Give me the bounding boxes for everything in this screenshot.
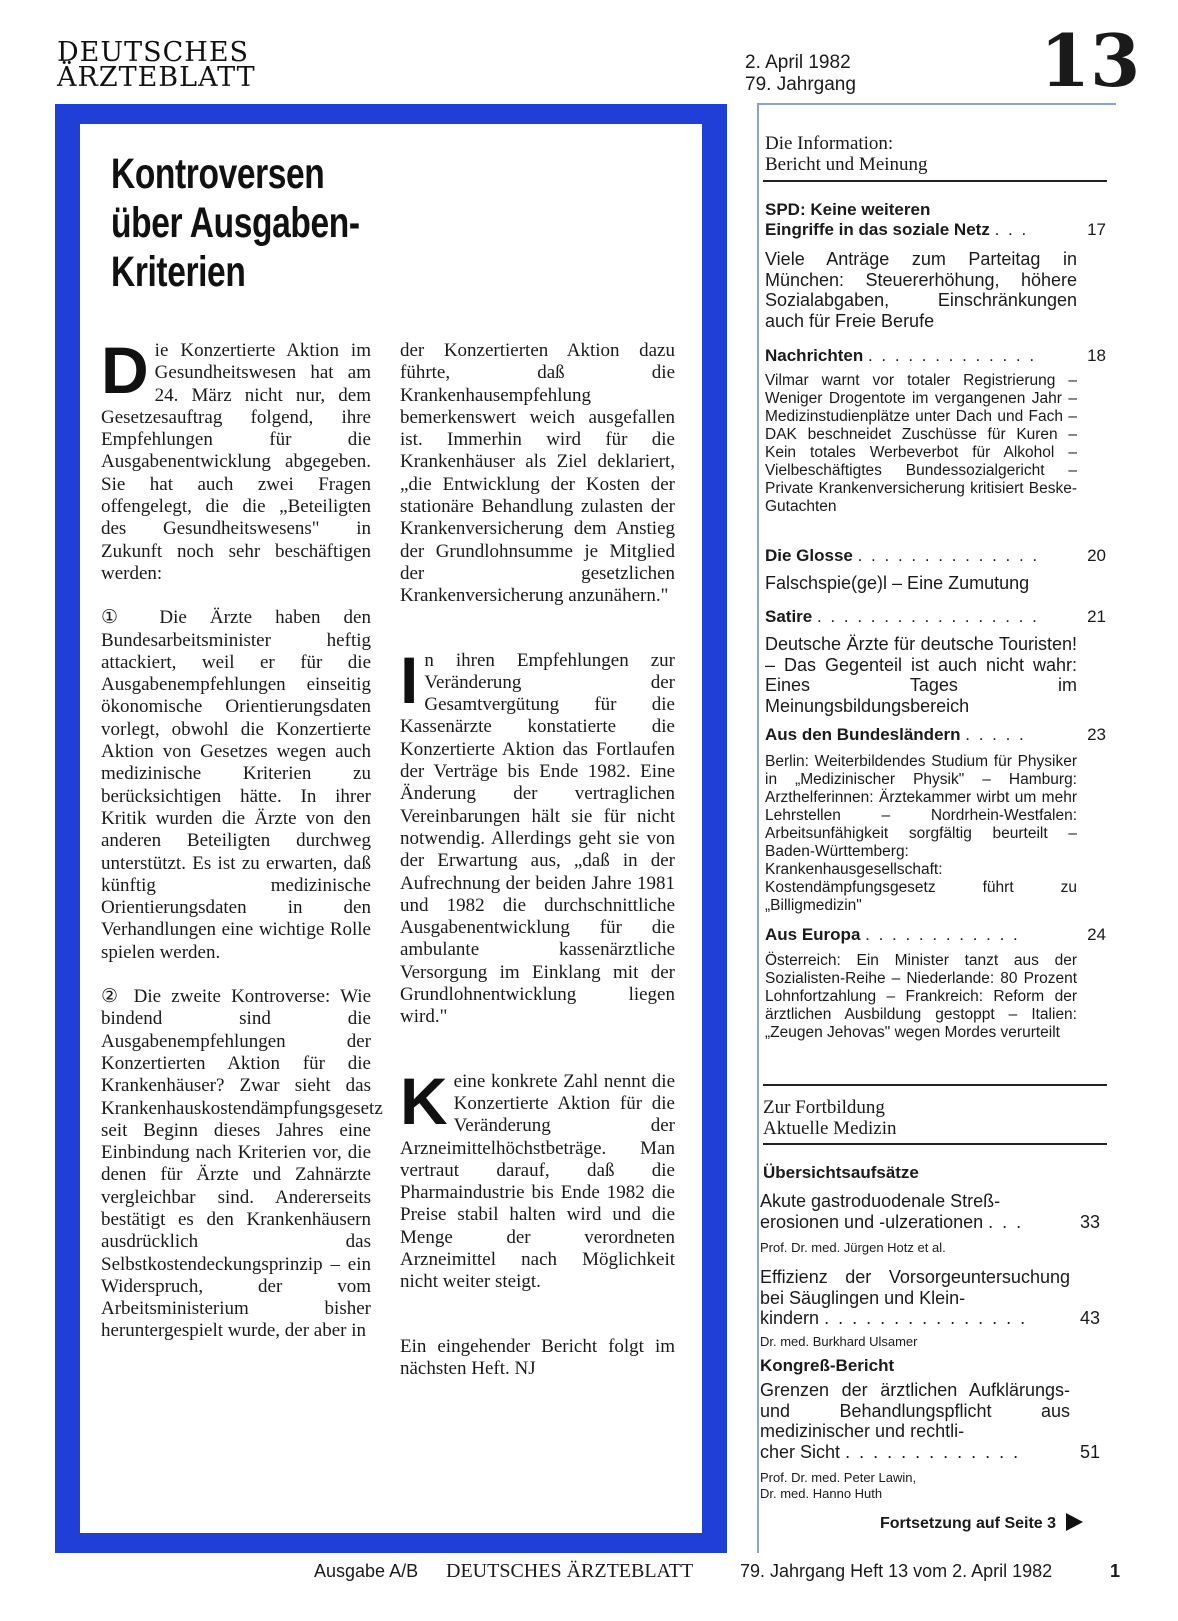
- drop-cap: D: [101, 333, 149, 407]
- article-paragraph: ① Die Ärzte haben den Bundesarbeitsminister heftig attackiert, weil er für die Ausgabenempfehlungen einseitig ökonomische Orientierungsdaten vorlegt, obwohl die Konzertierte Aktion von Gesetzes wegen auch medizinische Kriterien zu berücksichtigen hätte. In ihrer Kritik wurden die Ärzte von den anderen Beteiligten durchweg unterstützt. Es ist zu erwarten, daß künftig medizinische Orientierungsdaten in den Verhandlungen eine wichtige Rolle spielen werden.: [101, 607, 371, 963]
- toc-entry-description: Falschspie(ge)l – Eine Zumutung: [765, 573, 1030, 593]
- toc-entry-description: Viele Anträge zum Parteitag in München: Steuererhöhung, höhere Sozialabgaben, Einschränkungen auch für Freie Berufe: [765, 249, 1077, 331]
- toc-page-number: 17: [1087, 220, 1106, 239]
- toc-page-number: 51: [1079, 1442, 1100, 1462]
- toc-section-heading: Zur Fortbildung Aktuelle Medizin: [763, 1097, 897, 1139]
- toc-page-number: 20: [1087, 546, 1106, 565]
- issue-volume: 79. Jahrgang: [745, 74, 856, 95]
- footer-page-number: 1: [1110, 1561, 1121, 1581]
- continued-link[interactable]: Fortsetzung auf Seite 3: [880, 1513, 1083, 1534]
- footer-issue-info: 79. Jahrgang Heft 13 vom 2. April 1982: [740, 1561, 1053, 1581]
- toc-author: Prof. Dr. med. Jürgen Hotz et al.: [760, 1240, 946, 1255]
- toc-entry-stresserosionen[interactable]: Akute gastroduodenale Streß- erosionen und -ulzerationen . . .: [760, 1191, 1024, 1232]
- arrow-right-icon: [1066, 1513, 1083, 1531]
- toc-page-number: 24: [1087, 925, 1106, 944]
- article-paragraph: Die Konzertierte Aktion im Gesundheitswesen hat am 24. März nicht nur, dem Gesetzesauftrag folgend, ihre Empfehlungen für die Ausgabenentwicklung abgegeben. Sie hat auch zwei Fragen offengelegt, die die „Beteiligten des Gesundheitswesens" in Zukunft noch sehr beschäftigen werden:: [101, 333, 371, 584]
- toc-page-number: 33: [1079, 1212, 1100, 1232]
- toc-entry-glosse[interactable]: Die Glosse . . . . . . . . . . . . . .: [765, 546, 1040, 565]
- toc-entry-aufklaerung[interactable]: Grenzen der ärztlichen Aufklärungs- und Behandlungspflicht aus medizinischer und rechtli- cher Sicht . . . . . . . . . . . . .: [760, 1380, 1070, 1462]
- drop-cap: I: [400, 642, 419, 717]
- masthead-line1: DEUTSCHES: [57, 37, 250, 68]
- author-initials: NJ: [514, 1357, 536, 1379]
- toc-entry-spd[interactable]: SPD: Keine weiteren Eingriffe in das soziale Netz . . .: [765, 200, 1029, 239]
- article-column-2: [400, 340, 675, 1402]
- toc-page-number: 21: [1087, 607, 1106, 626]
- section-rule: [763, 180, 1107, 182]
- toc-page-number: 43: [1079, 1308, 1100, 1328]
- masthead-logo: [57, 37, 256, 93]
- drop-cap: K: [400, 1063, 448, 1138]
- toc-entry-description: Vilmar warnt vor totaler Registrierung – Weniger Drogentote im vergangenen Jahr – Medizinstudienplätze unter Dach und Fach – DAK beschneidet Zuschüsse für Kuren – Kein totales Werbeverbot für Alkohol – Vielbeschäftigtes Bundessozialgericht – Private Krankenversicherung kritisiert Beske-Gutachten: [765, 372, 1077, 515]
- masthead-line2: ÄRZTEBLATT: [57, 62, 256, 93]
- toc-page-number: 23: [1087, 725, 1106, 744]
- issue-date: 2. April 1982: [745, 52, 851, 73]
- article-paragraph: der Konzertierten Aktion dazu führte, daß die Krankenhausempfehlung bemerkenswert weich ausgefallen ist. Immerhin wird für die Krankenhäuser als Ziel deklariert, „die Entwicklung der Kosten der stationäre Behandlung zulasten der Krankenversicherung dem Anstieg der Grundlohnsumme je Mitglied der gesetzlichen Krankenversicherung anzunähern.": [400, 340, 675, 607]
- footer-journal: DEUTSCHES ÄRZTEBLATT: [446, 1560, 694, 1582]
- toc-entry-europa[interactable]: Aus Europa . . . . . . . . . . . .: [765, 925, 1020, 944]
- issue-date-block: [745, 52, 856, 96]
- toc-subheading-uebersicht: Übersichtsaufsätze: [763, 1163, 919, 1182]
- article-paragraph: Ein eingehender Bericht folgt im nächsten Heft. NJ: [400, 1335, 675, 1379]
- article-paragraph: In ihren Empfehlungen zur Veränderung der Gesamtvergütung für die Kassenärzte konstatierte die Konzertierte Aktion das Fortlaufen der Verträge bis Ende 1982. Eine Änderung der vertraglichen Vereinbarungen hält sie für nicht notwendig. Allerdings geht sie von der Erwartung aus, „daß in der Aufrechnung der beiden Jahre 1981 und 1982 die durchschnittliche Ausgabenentwicklung für die ambulante kassenärztliche Versorgung im Einklang mit der Grundlohnentwicklung liegen wird.": [400, 642, 675, 1028]
- toc-entry-bundeslaender[interactable]: Aus den Bundesländern . . . . .: [765, 725, 1026, 744]
- toc-entry-description: Österreich: Ein Minister tanzt aus der Sozialisten-Reihe – Niederlande: 80 Prozent Lohnfortzahlung – Frankreich: Reform der ärztlichen Ausbildung gestoppt – Italien: „Zeugen Jehovas" wegen Mordes verurteilt: [765, 952, 1077, 1041]
- toc-subheading-kongress: Kongreß-Bericht: [760, 1356, 895, 1375]
- article-paragraph: Keine konkrete Zahl nennt die Konzertierte Aktion für die Veränderung der Arzneimittelhöchstbeträge. Man vertraut darauf, daß die Pharmaindustrie bis Ende 1982 die Preise stabil halten wird und die Menge der verordneten Arzneimittel nach Möglichkeit nicht weiter steigt.: [400, 1063, 675, 1293]
- toc-entry-satire[interactable]: Satire . . . . . . . . . . . . . . . . .: [765, 607, 1039, 626]
- article-column-1: [101, 333, 383, 1365]
- toc-page-number: 18: [1087, 346, 1106, 365]
- editorial-headline: Kontroversen über Ausgaben- Kriterien: [111, 150, 360, 296]
- issue-number: 13: [1040, 18, 1141, 103]
- section-rule: [763, 1084, 1107, 1086]
- article-paragraph: ② Die zweite Kontroverse: Wie bindend sind die Ausgabenempfehlungen der Konzertierten Aktion für die Krankenhäuser? Zwar sieht das Krankenhauskostendämpfungsgesetz seit Beginn dieses Jahres eine Einbindung nach Kriterien vor, die denen für Ärzte und Zahnärzte vergleichbar sind. Andererseits bestätigt es den Krankenhäusern ausdrücklich das Selbstkostendeckungsprinzip – ein Widerspruch, der vom Arbeitsministerium bisher heruntergespielt wurde, der aber in: [101, 986, 383, 1342]
- section-rule: [763, 1143, 1107, 1145]
- toc-author: Prof. Dr. med. Peter Lawin, Dr. med. Hanno Huth: [760, 1470, 917, 1501]
- toc-entry-description: Deutsche Ärzte für deutsche Touristen! – Das Gegenteil ist auch nicht wahr: Eines Tages im Meinungsbildungsbereich: [765, 634, 1077, 716]
- toc-entry-vorsorge[interactable]: Effizienz der Vorsorgeuntersuchung bei Säuglingen und Klein- kindern . . . . . . . . . . . . . . .: [760, 1267, 1070, 1328]
- toc-section-heading: Die Information: Bericht und Meinung: [765, 133, 928, 175]
- toc-entry-nachrichten[interactable]: Nachrichten . . . . . . . . . . . . .: [765, 346, 1037, 365]
- footer-edition: Ausgabe A/B: [314, 1561, 419, 1581]
- toc-author: Dr. med. Burkhard Ulsamer: [760, 1334, 918, 1349]
- toc-entry-description: Berlin: Weiterbildendes Studium für Physiker in „Medizinischer Physik" – Hamburg: Arzthelferinnen: Ärztekammer wirbt um mehr Lehrstellen – Nordrhein-Westfalen: Arbeitsunfähigkeit sorgfältig beurteilt – Baden-Württemberg: Krankenhausgesellschaft: Kostendämpfungsgesetz führt zu „Billigmedizin": [765, 753, 1077, 914]
